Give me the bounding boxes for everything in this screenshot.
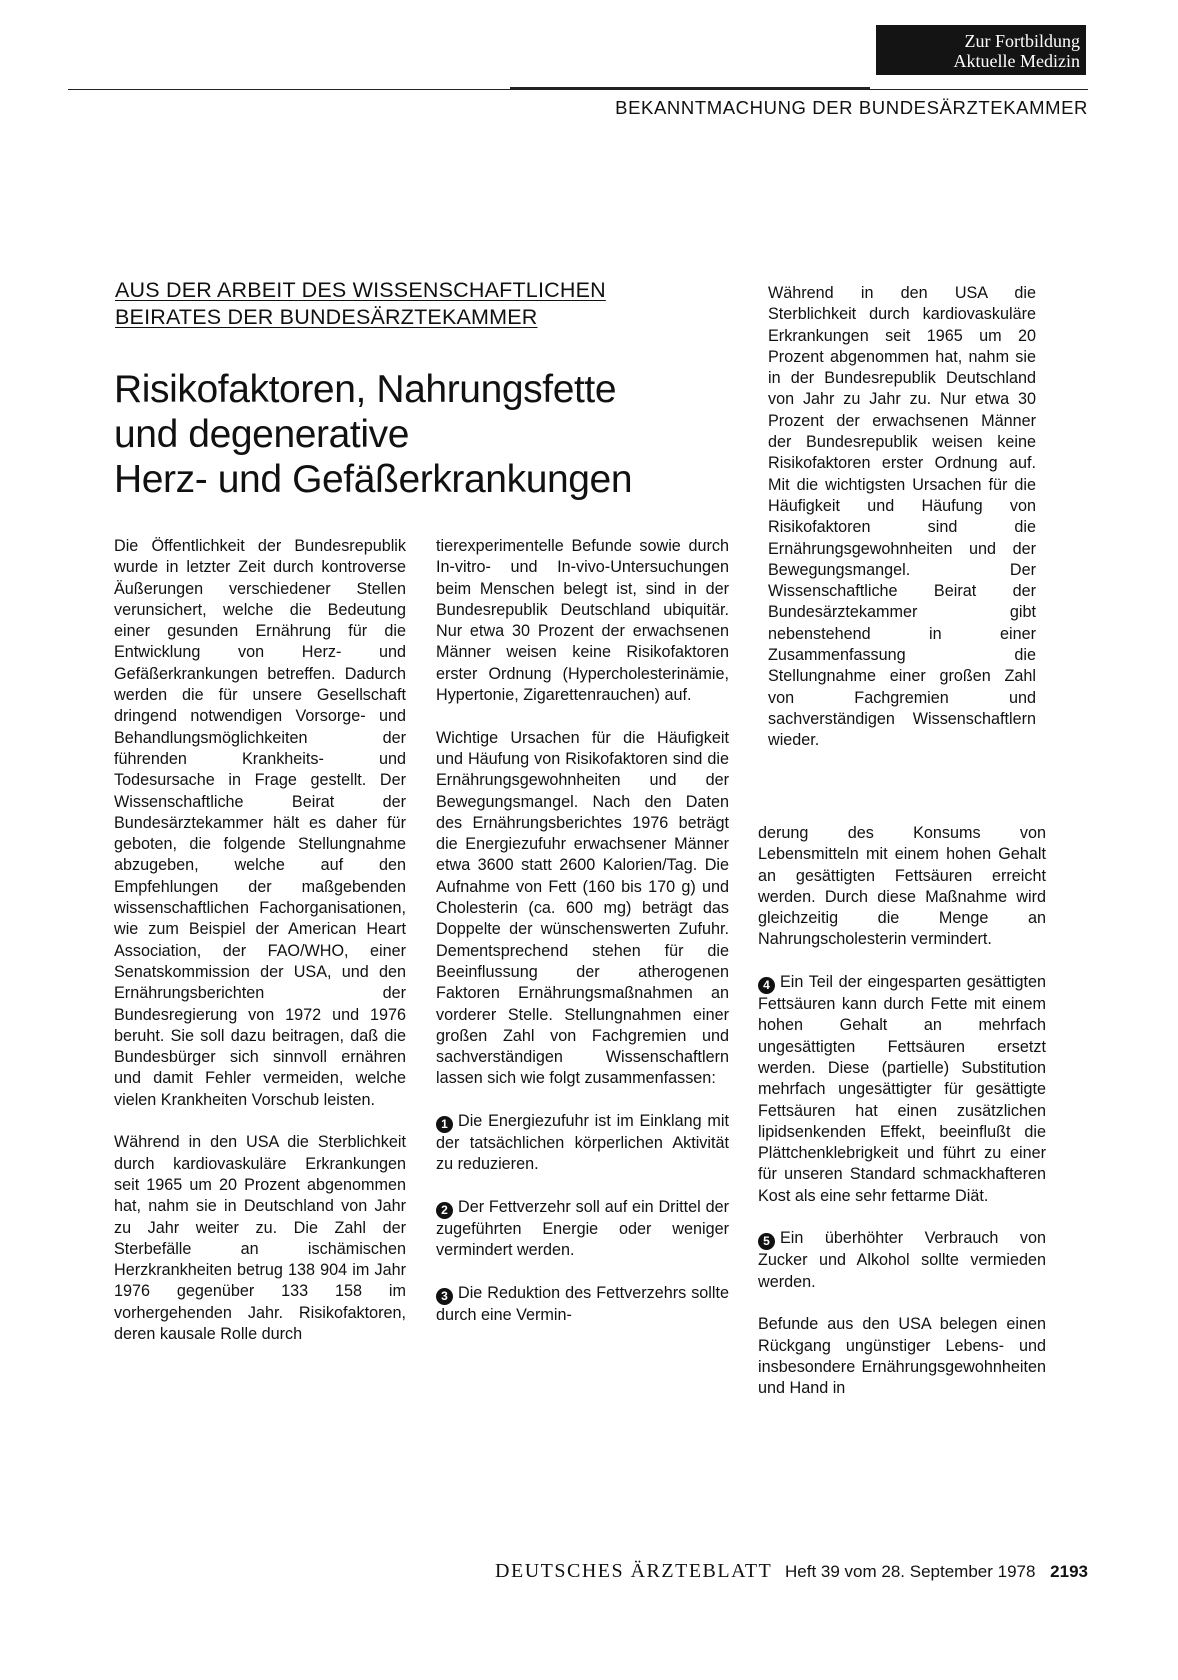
section-header: BEKANNTMACHUNG DER BUNDESÄRZTEKAMMER [615,97,1088,118]
item-4-number-icon: 4 [758,977,775,994]
badge-line-1: Zur Fortbildung [964,31,1080,51]
col3-intro-paragraph: Während in den USA die Sterblichkeit durch kardiovaskuläre Erkrankungen seit 1965 um 20 Prozent abgenommen hat, nahm sie in der Bundesrepublik Deutschland von Jahr zu Jahr zu. Nur etwa 30 Prozent der erwachsenen Männer der Bundesrepublik weisen keine Risikofaktoren erster Ordnung auf. Mit die wichtigsten Ursachen für die Häufigkeit und Häufung von Risikofaktoren sind die Ernährungsgewohnheiten und der Bewegungsmangel. Der Wissenschaftliche Beirat der Bundesärztekammer gibt nebenstehend in einer Zusammenfassung die Stellungnahme einer großen Zahl von Fachgremien und sachverständigen Wissenschaftlern wieder. [768,284,1036,750]
col2-paragraph-2: Wichtige Ursachen für die Häufigkeit und Häufung von Risikofaktoren sind die Ernährungsgewohnheiten und der Bewegungsmangel. Nach den Daten des Ernährungsberichtes 1976 beträgt die Energiezufuhr erwachsener Männer etwa 3600 statt 2600 Kalorien/Tag. Die Aufnahme von Fett (160 bis 170 g) und Cholesterin (ca. 600 mg) beträgt das Doppelte der wünschenswerten Zufuhr. Dementsprechend stehen für die Beeinflussung der atherogenen Faktoren Ernährungsmaßnahmen an vorderer Stelle. Stellungnahmen einer großen Zahl von Fachgremien und sachverständigen Wissenschaftlern lassen sich wie folgt zusammenfassen: [436,728,729,1088]
page-number: 2193 [1050,1562,1088,1581]
kicker-line-1: AUS DER ARBEIT DES WISSENSCHAFTLICHEN [115,278,606,302]
col3-item-5 [758,1228,1046,1293]
item-5-number-icon: 5 [758,1233,775,1250]
col3-item-5-text: Ein überhöhter Verbrauch von Zucker und Alkohol sollte vermieden werden. [758,1229,1046,1291]
column-3 [758,823,1046,1399]
column-1 [114,536,406,1345]
item-2-number-icon: 2 [436,1202,453,1219]
category-badge [876,25,1086,75]
column-2 [436,536,729,1326]
col1-paragraph-1: Die Öffentlichkeit der Bundesrepublik wurde in letzter Zeit durch kontroverse Äußerungen verschiedener Stellen verunsichert, welche die Bedeutung einer gesunden Ernährung für die Entwicklung von Herz- und Gefäßerkrankungen betreffen. Dadurch werden die für unsere Gesellschaft dringend notwendigen Vorsorge- und Behandlungsmöglichkeiten der führenden Krankheits- und Todesursache in Frage gestellt. Der Wissenschaftliche Beirat der Bundesärztekammer hält es daher für geboten, die folgende Stellungnahme abzugeben, welche auf den Empfehlungen der maßgebenden wissenschaftlichen Fachorganisationen, wie zum Beispiel der American Heart Association, der FAO/WHO, einer Senatskommission der USA, und den Ernährungsberichten der Bundesregierung von 1972 und 1976 beruht. Sie soll dazu beitragen, daß die Bundesbürger sich sinnvoll ernähren und damit Fehler vermeiden, welche vielen Krankheiten Vorschub leisten. [114,537,406,1109]
item-1-number-icon: 1 [436,1116,453,1133]
col2-paragraph-1: tierexperimentelle Befunde sowie durch In-vitro- und In-vivo-Untersuchungen beim Menschen belegt ist, sind in der Bundesrepublik Deutschland ubiquitär. Nur etwa 30 Prozent der erwachsenen Männer weisen keine Risikofaktoren erster Ordnung (Hypercholesterinämie, Hypertonie, Zigarettenrauchen) auf. [436,537,729,705]
journal-name: DEUTSCHES ÄRZTEBLATT [495,1560,773,1582]
col2-item-2-text: Der Fettverzehr soll auf ein Drittel der zugeführten Energie oder weniger vermindert werden. [436,1197,729,1260]
headline-line-1: Risikofaktoren, Nahrungsfette [114,368,617,411]
item-3-number-icon: 3 [436,1288,453,1305]
page-footer [495,1560,1088,1583]
col2-item-1 [436,1111,729,1176]
header-rule-accent [510,87,870,89]
col3-paragraph-1: derung des Konsums von Lebensmitteln mit einem hohen Gehalt an gesättigten Fettsäuren erreicht werden. Durch diese Maßnahme wird gleichzeitig die Menge an Nahrungscholesterin vermindert. [758,824,1046,949]
headline-line-3: Herz- und Gefäßerkrankungen [114,458,633,501]
col2-item-1-text: Die Energiezufuhr ist im Einklang mit der tatsächlichen körperlichen Aktivität zu reduzieren. [436,1112,729,1174]
kicker-line-2: BEIRATES DER BUNDESÄRZTEKAMMER [115,305,538,329]
headline [114,367,714,502]
badge-line-2: Aktuelle Medizin [953,51,1080,71]
col3-item-4-text: Ein Teil der eingesparten gesättigten Fettsäuren kann durch Fette mit einem hohen Gehalt an mehrfach ungesättigten Fettsäuren ersetzt werden. Diese (partielle) Substitution mehrfach ungesättigter für gesättigte Fettsäuren hat einen zusätzlichen lipidsenkenden Effekt, beeinflußt die Plättchenklebrigkeit und führt zu einer für unseren Standard schmackhafteren Kost als eine sehr fettarme Diät. [758,973,1046,1205]
issue-info: Heft 39 vom 28. September 1978 [785,1562,1036,1581]
header-rule [68,89,1088,90]
column-3-intro [768,283,1036,752]
col1-paragraph-2: Während in den USA die Sterblichkeit durch kardiovaskuläre Erkrankungen seit 1965 um 20 Prozent abgenommen hat, nahm sie in Deutschland von Jahr zu Jahr weiter zu. Die Zahl der Sterbefälle an ischämischen Herzkrankheiten betrug 138 904 im Jahr 1976 gegenüber 133 158 im vorhergehenden Jahr. Risikofaktoren, deren kausale Rolle durch [114,1133,406,1343]
headline-line-2: und degenerative [114,413,410,456]
kicker [115,277,705,331]
col2-item-2 [436,1197,729,1262]
col3-item-4 [758,972,1046,1207]
col2-item-3 [436,1283,729,1326]
col3-paragraph-2: Befunde aus den USA belegen einen Rückgang ungünstiger Lebens- und insbesondere Ernährungsgewohnheiten und Hand in [758,1315,1046,1398]
col2-item-3-text: Die Reduktion des Fettverzehrs sollte durch eine Vermin- [436,1283,729,1324]
